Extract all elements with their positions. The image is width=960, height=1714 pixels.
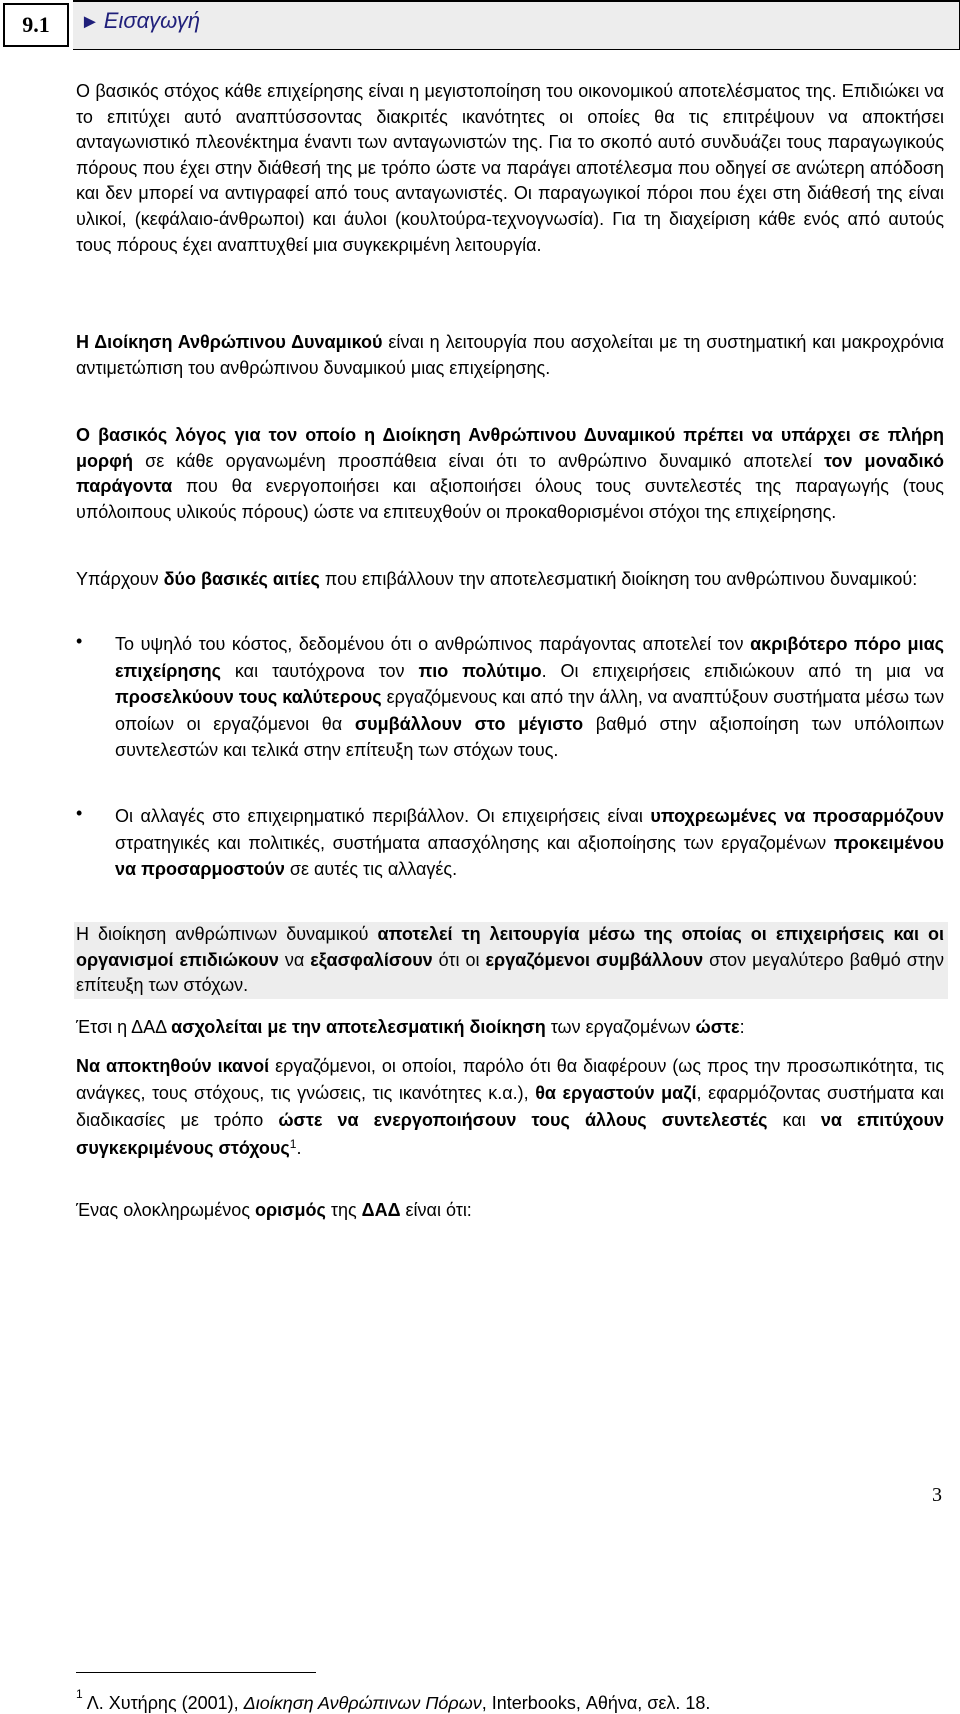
- bullet-item-cost: [115, 631, 944, 764]
- bold-text: ΔΑΔ: [361, 1200, 401, 1220]
- bold-text: ακριβότερο πόρο μιας επιχείρησης: [115, 634, 944, 681]
- text: Το υψηλό του κόστος, δεδομένου ότι ο ανθρώπινος παράγοντας αποτελεί τον: [115, 634, 751, 654]
- footnote: [76, 1687, 711, 1714]
- footnote-reference: 1: [289, 1136, 297, 1151]
- text: σε κάθε οργανωμένη προσπάθεια είναι ότι το ανθρώπινο δυναμικό αποτελεί: [133, 450, 824, 471]
- bold-text: αποτελεί τη λειτουργία μέσω της οποίας οι επιχειρήσεις και οι οργανισμοί επιδιώκουν: [76, 924, 944, 970]
- bullet-icon: •: [76, 803, 83, 823]
- text: Λ. Χυτήρης (2001),: [82, 1693, 244, 1713]
- paragraph-hrm-definition: [76, 330, 944, 381]
- text: . Οι επιχειρήσεις επιδιώκουν από τη μια να: [541, 660, 945, 681]
- text: και: [767, 1110, 821, 1131]
- text: Ένας ολοκληρωμένος: [76, 1200, 255, 1220]
- bold-text: θα εργαστούν μαζί: [535, 1083, 697, 1104]
- text: να: [278, 949, 311, 970]
- text: .: [296, 1137, 302, 1158]
- bullet-icon: •: [76, 631, 83, 651]
- text: Υπάρχουν: [76, 569, 164, 589]
- paragraph-main-reason: [76, 423, 944, 525]
- bold-text: τον μοναδικό παράγοντα: [76, 450, 944, 497]
- footnote-divider: [76, 1672, 316, 1673]
- text: και ταυτόχρονα τον: [221, 660, 419, 681]
- bold-text: ώστε να ενεργοποιήσουν τους άλλους συντελεστές: [278, 1110, 768, 1131]
- text: των εργαζομένων: [545, 1017, 696, 1037]
- text: είναι η λειτουργία που ασχολείται με τη συστηματική και μακροχρόνια αντιμετώπιση του ανθρώπινου δυναμικού μιας επιχείρησης.: [76, 332, 944, 378]
- text: βαθμό στην αξιοποίηση των υπόλοιπων συντελεστών και τελικά στην επίτευξη των στόχων τους.: [115, 713, 945, 761]
- text: Οι αλλαγές στο επιχειρηματικό περιβάλλον. Οι επιχειρήσεις είναι: [115, 806, 651, 826]
- bold-text: πιο πολύτιμο: [418, 660, 542, 681]
- text: στρατηγικές και πολιτικές, συστήματα απασχόλησης και αξιοποίησης των εργαζομένων: [115, 832, 834, 853]
- bold-text: υποχρεωμένες να προσαρμόζουν: [650, 806, 944, 826]
- text: εργαζόμενους και από την άλλη, να αναπτύξουν συστήματα μέσω των οποίων οι εργαζόμενοι θα: [115, 687, 945, 734]
- text: ότι οι: [432, 949, 486, 970]
- text: εργαζόμενοι, οι οποίοι, παρόλο ότι θα διαφέρουν (ως προς την προσωπικότητα, τις ανάγκες, τους στόχους, τις γνώσεις, τις ικανότητες κ.α.),: [76, 1056, 944, 1104]
- bold-text: ώστε: [695, 1017, 740, 1037]
- section-number: 9.1: [3, 3, 69, 47]
- bold-text: ορισμός: [255, 1200, 326, 1220]
- paragraph-intro: Ο βασικός στόχος κάθε επιχείρησης είναι η μεγιστοποίηση του οικονομικού αποτελέσματος της. Επιδιώκει να το επιτύχει αυτό αναπτύσσοντας διακριτές ικανότητες οι οποίες θα τις επιτρέψουν να αποκτήσει ανταγωνιστικό πλεονέκτημα έναντι των ανταγωνιστών της. Για το σκοπό αυτό συνδυάζει τους παραγωγικούς πόρους που έχει στην διάθεσή της με τρόπο ώστε να παράγει αποτέλεσμα που οδηγεί σε ανώτερη απόδοση και δεν μπορεί να αντιγραφεί από τους ανταγωνιστές. Οι παραγωγικοί πόροι που έχει στη διάθεσή της είναι υλικοί, (κεφάλαιο-άνθρωποι) και άυλοι (κουλτούρα-τεχνογνωσία). Για τη διαχείριση κάθε ενός από αυτούς τους πόρους έχει αναπτυχθεί μια συγκεκριμένη λειτουργία.: [76, 81, 944, 255]
- text: στον μεγαλύτερο βαθμό στην επίτευξη των στόχων.: [76, 949, 944, 996]
- text: της: [325, 1200, 362, 1220]
- paragraph-definition-intro: [76, 1198, 944, 1224]
- bold-text: προκειμένου να προσαρμοστούν: [115, 832, 944, 880]
- page-number: 3: [932, 1484, 942, 1506]
- paragraph-dad-purpose: [76, 1015, 944, 1041]
- bold-text: εξασφαλίσουν: [310, 949, 433, 970]
- text: , Interbooks, Αθήνα, σελ. 18.: [481, 1693, 711, 1713]
- bold-text: συμβάλλουν στο μέγιστο: [354, 713, 584, 734]
- play-triangle-icon: ►: [80, 11, 100, 33]
- italic-book-title: Διοίκηση Ανθρώπινων Πόρων: [243, 1693, 482, 1713]
- section-header-bar: [73, 0, 960, 50]
- text: που θα ενεργοποιήσει και αξιοποιήσει όλους τους συντελεστές της παραγωγής (τους υπόλοιπους υλικούς πόρους) ώστε να επιτευχθούν οι προκαθορισμένοι στόχοι της επιχείρησης.: [76, 476, 944, 522]
- bold-text: δύο βασικές αιτίες: [163, 569, 320, 589]
- text: Έτσι η ΔΑΔ: [76, 1017, 172, 1037]
- bold-text: εργαζόμενοι συμβάλλουν: [485, 949, 704, 970]
- text: σε αυτές τις αλλαγές.: [284, 859, 458, 880]
- paragraph-shaded-definition: [74, 922, 948, 999]
- text: , εφαρμόζοντας συστήματα και διαδικασίες με τρόπο: [76, 1083, 944, 1131]
- footnote-number: 1: [76, 1687, 83, 1701]
- text: είναι ότι:: [400, 1200, 472, 1220]
- text: :: [739, 1017, 745, 1037]
- bold-text: Ο βασικός λόγος για τον οποίο η Διοίκηση Ανθρώπινου Δυναμικού πρέπει να υπάρχει σε πλήρη μορφή: [76, 425, 944, 471]
- paragraph-goals: [76, 1053, 944, 1162]
- bold-text: ασχολείται με την αποτελεσματική διοίκηση: [171, 1017, 546, 1037]
- text: που επιβάλλουν την αποτελεσματική διοίκηση του ανθρώπινου δυναμικού:: [319, 569, 918, 589]
- section-title-text: Εισαγωγή: [103, 8, 201, 33]
- section-title: [80, 8, 200, 34]
- bullet-item-changes: [115, 803, 944, 883]
- text: Η διοίκηση ανθρώπινων δυναμικού: [76, 924, 378, 944]
- bold-text: να επιτύχουν συγκεκριμένους στόχους: [76, 1110, 944, 1158]
- bold-text: προσελκύουν τους καλύτερους: [115, 687, 382, 708]
- bold-text: Να αποκτηθούν ικανοί: [76, 1056, 270, 1076]
- paragraph-two-causes: [76, 567, 944, 593]
- bold-text: Η Διοίκηση Ανθρώπινου Δυναμικού: [76, 332, 383, 352]
